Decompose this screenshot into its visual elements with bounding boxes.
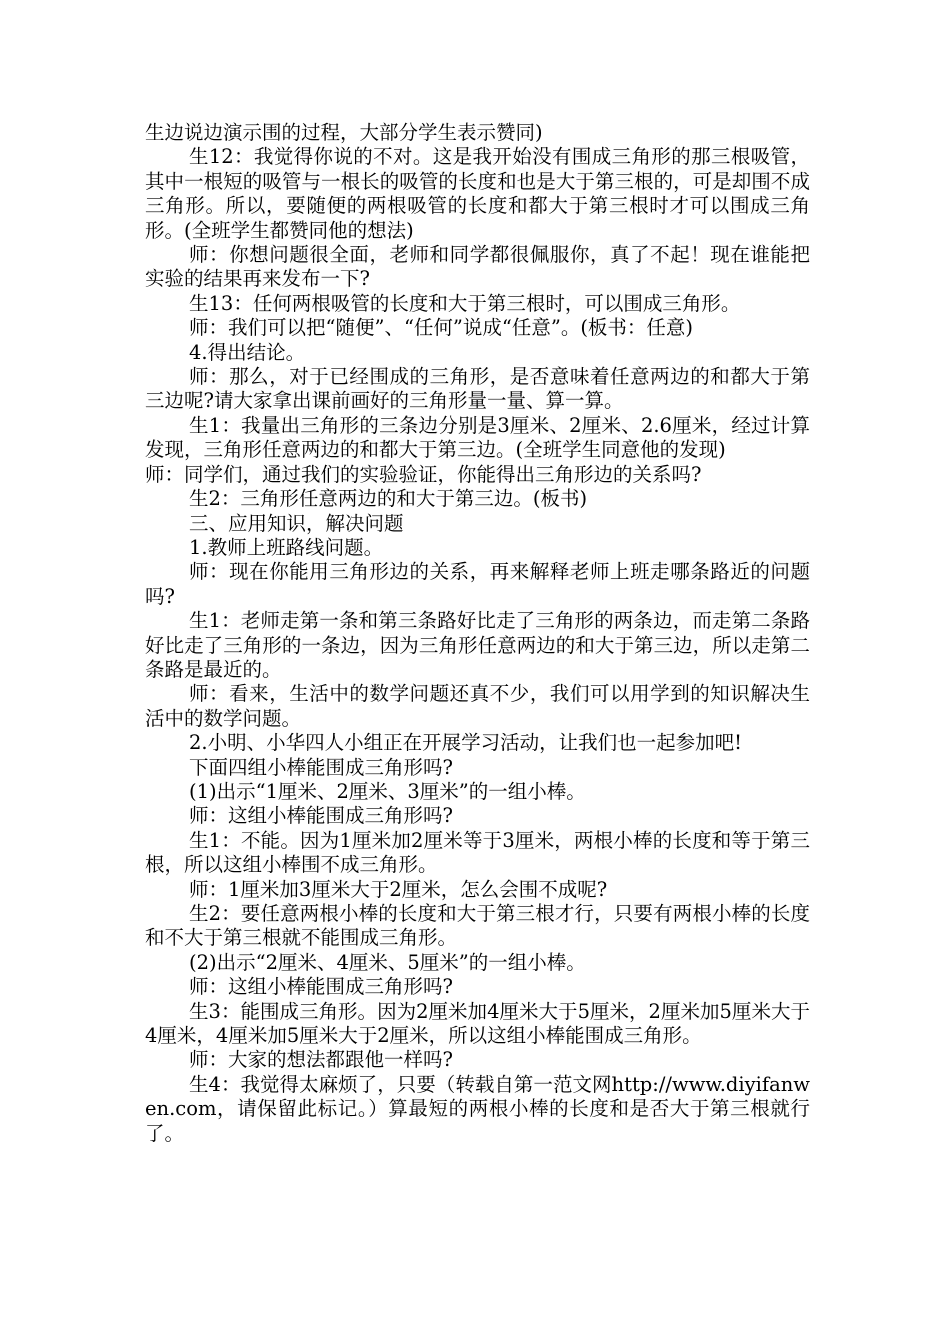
paragraph: 生3：能围成三角形。因为2厘米加4厘米大于5厘米，2厘米加5厘米大于4厘米，4厘米加5厘米大于2厘米，所以这组小棒能围成三角形。 (145, 999, 810, 1048)
paragraph: 师：这组小棒能围成三角形吗? (189, 804, 453, 828)
paragraph: 生13：任何两根吸管的长度和大于第三根时，可以围成三角形。 (189, 291, 741, 315)
paragraph: 生1：不能。因为1厘米加2厘米等于3厘米，两根小棒的长度和等于第三根，所以这组小棒围不成三角形。 (145, 828, 810, 877)
document-body (145, 121, 810, 1146)
paragraph: 生4：我觉得太麻烦了，只要（转载自第一范文网http://www.diyifanwen.com，请保留此标记。）算最短的两根小棒的长度和是否大于第三根就行了。 (145, 1072, 810, 1145)
paragraph: 生边说边演示围的过程，大部分学生表示赞同) (145, 121, 543, 144)
paragraph: 4.得出结论。 (189, 340, 306, 364)
paragraph: 下面四组小棒能围成三角形吗? (189, 755, 453, 779)
paragraph: 生2：要任意两根小棒的长度和大于第三根才行，只要有两根小棒的长度和不大于第三根就不能围成三角形。 (145, 902, 810, 950)
paragraph: 2.小明、小华四人小组正在开展学习活动，让我们也一起参加吧! (189, 731, 742, 755)
paragraph: 生1：老师走第一条和第三条路好比走了三角形的两条边，而走第二条路好比走了三角形的一条边，因为三角形任意两边的和大于第三边，所以走第二条路是最近的。 (145, 609, 810, 681)
paragraph: 生2：三角形任意两边的和大于第三边。(板书) (189, 487, 588, 511)
paragraph: 生1：我量出三角形的三条边分别是3厘米、2厘米、2.6厘米，经过计算发现，三角形任意两边的和都大于第三边。(全班学生同意他的发现) (145, 413, 810, 462)
paragraph: 师：同学们，通过我们的实验验证，你能得出三角形边的关系吗? (145, 462, 702, 486)
paragraph: 师：那么，对于已经围成的三角形，是否意味着任意两边的和都大于第三边呢?请大家拿出课前画好的三角形量一量、算一算。 (145, 365, 810, 413)
paragraph: 师：你想问题很全面，老师和同学都很佩服你，真了不起！现在谁能把实验的结果再来发布一下? (145, 243, 810, 291)
paragraph: 师：现在你能用三角形边的关系，再来解释老师上班走哪条路近的问题吗? (145, 560, 810, 608)
paragraph: 1.教师上班路线问题。 (189, 535, 384, 559)
paragraph: 师：大家的想法都跟他一样吗? (189, 1048, 453, 1072)
paragraph: 生12：我觉得你说的不对。这是我开始没有围成三角形的那三根吸管，其中一根短的吸管与一根长的吸管的长度和也是大于第三根的，可是却围不成三角形。所以，要随便的两根吸管的长度和都大于第三根时才可以围成三角形。(全班学生都赞同他的想法) (145, 145, 810, 242)
paragraph: (2)出示“2厘米、4厘米、5厘米”的一组小棒。 (189, 950, 586, 974)
paragraph: 师：看来，生活中的数学问题还真不少，我们可以用学到的知识解决生活中的数学问题。 (145, 682, 810, 730)
paragraph: 师：1厘米加3厘米大于2厘米，怎么会围不成呢? (189, 877, 608, 901)
paragraph: 三、应用知识，解决问题 (189, 511, 404, 535)
paragraph: 师：我们可以把“随便”、“任何”说成“任意”。(板书：任意) (189, 316, 694, 340)
paragraph: 师：这组小棒能围成三角形吗? (189, 975, 453, 999)
paragraph: (1)出示“1厘米、2厘米、3厘米”的一组小棒。 (189, 779, 586, 803)
